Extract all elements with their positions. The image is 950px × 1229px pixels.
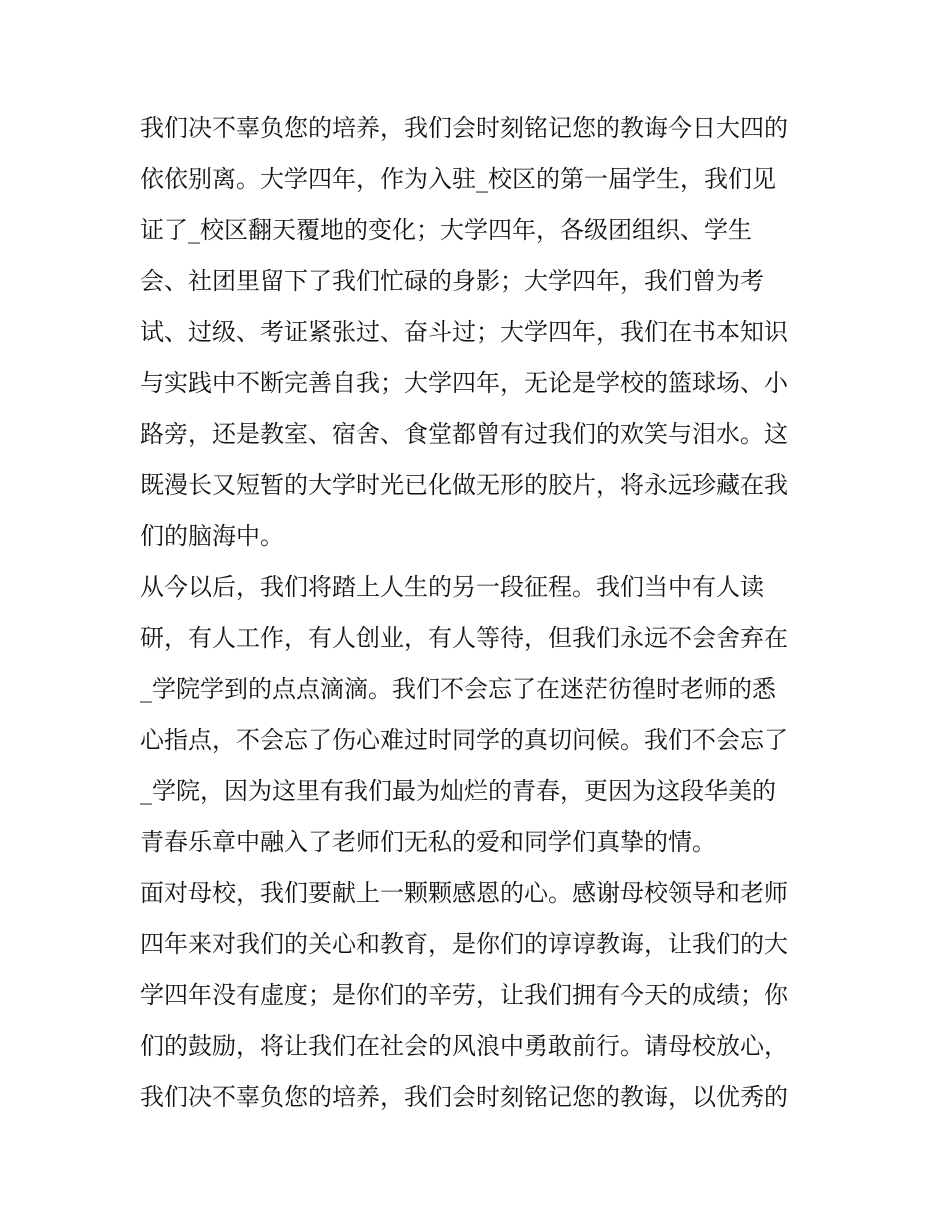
text-line: 们的鼓励，将让我们在社会的风浪中勇敢前行。请母校放心， [140,1032,788,1060]
text-line: 心指点，不会忘了伤心难过时同学的真切问候。我们不会忘了 [140,726,788,754]
text-line: 会、社团里留下了我们忙碌的身影；大学四年，我们曾为考 [140,267,764,295]
text-line: 们的脑海中。 [140,522,284,550]
text-line: 与实践中不断完善自我；大学四年，无论是学校的篮球场、小 [140,369,788,397]
text-line: 我们决不辜负您的培养，我们会时刻铭记您的教诲，以优秀的 [140,1083,788,1111]
text-line: 试、过级、考证紧张过、奋斗过；大学四年，我们在书本知识 [140,318,788,346]
text-line: 研，有人工作，有人创业，有人等待，但我们永远不会舍弃在 [140,624,788,652]
text-line: 依依别离。大学四年，作为入驻_校区的第一届学生，我们见 [140,165,776,193]
text-line: 学四年没有虚度；是你们的辛劳，让我们拥有今天的成绩；你 [140,981,788,1009]
text-line: 既漫长又短暂的大学时光已化做无形的胶片，将永远珍藏在我 [140,471,788,499]
text-line: 路旁，还是教室、宿舍、食堂都曾有过我们的欢笑与泪水。这 [140,420,788,448]
text-line: 从今以后，我们将踏上人生的另一段征程。我们当中有人读 [140,573,764,601]
body-text [140,103,820,1123]
text-line: 证了_校区翻天覆地的变化；大学四年，各级团组织、学生 [140,216,752,244]
text-line: _学院学到的点点滴滴。我们不会忘了在迷茫彷徨时老师的悉 [140,675,776,703]
text-line: 青春乐章中融入了老师们无私的爱和同学们真挚的情。 [140,828,716,856]
text-line: _学院，因为这里有我们最为灿烂的青春，更因为这段华美的 [140,777,776,805]
text-line: 我们决不辜负您的培养，我们会时刻铭记您的教诲今日大四的 [140,114,788,142]
text-line: 面对母校，我们要献上一颗颗感恩的心。感谢母校领导和老师 [140,879,788,907]
text-line: 四年来对我们的关心和教育，是你们的谆谆教诲，让我们的大 [140,930,788,958]
